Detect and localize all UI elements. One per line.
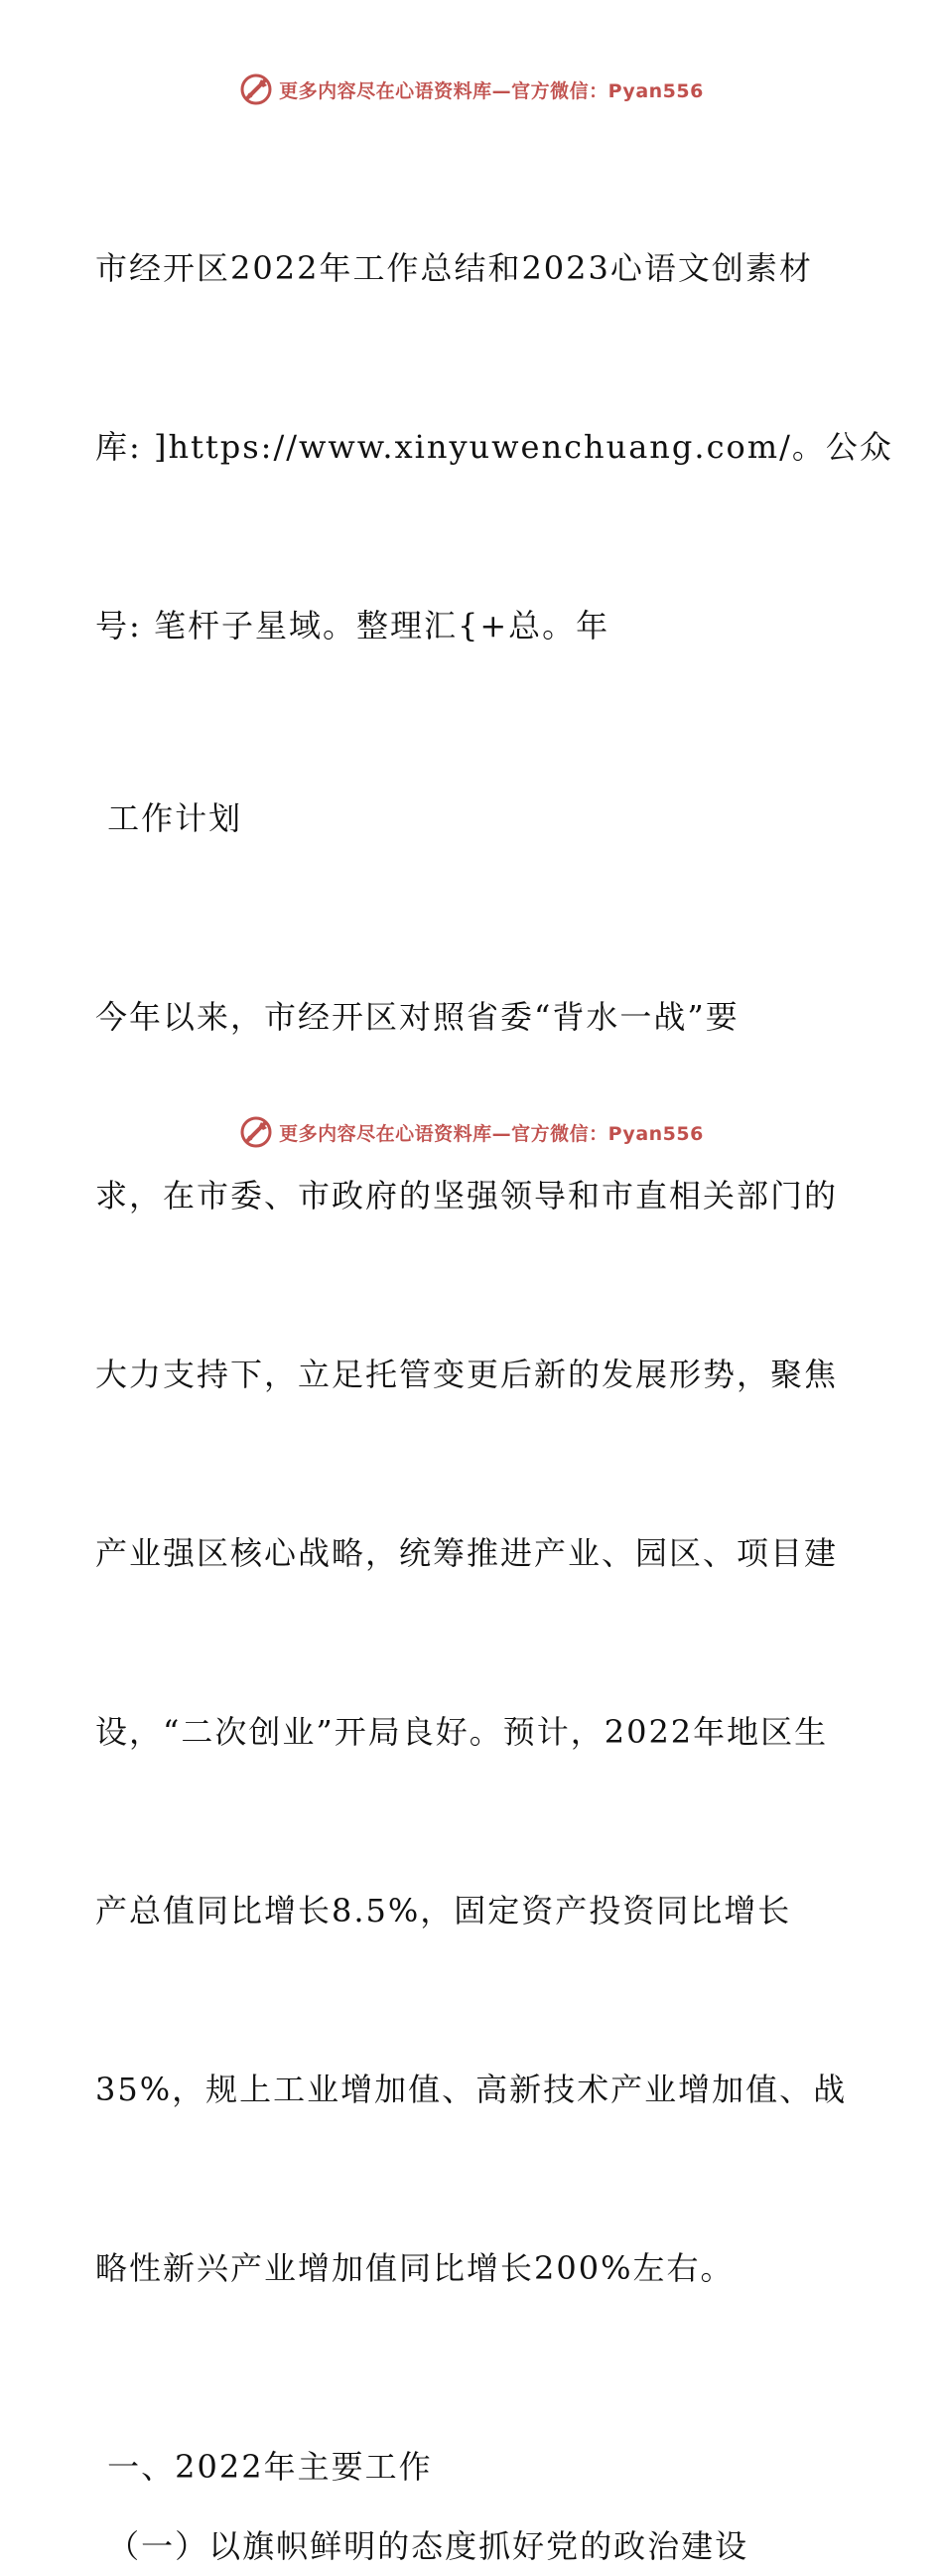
brand-logo-icon xyxy=(239,72,273,106)
banner-text: 更多内容尽在心语资料库—官方微信：Pyan556 xyxy=(279,1122,704,1145)
heading-line: 库: ]https://www.xinyuwenchuang.com/。公众 xyxy=(95,428,893,466)
paragraph-line: 35%，规上工业增加值、高新技术产业增加值、战 xyxy=(95,2071,848,2108)
subsection-title: （一）以旗帜鲜明的态度抓好党的政治建设 xyxy=(95,2527,749,2565)
brand-logo-icon xyxy=(239,1115,273,1149)
header-banner xyxy=(0,70,943,109)
paragraph-line: 产总值同比增长8.5%，固定资产投资同比增长 xyxy=(95,1892,792,1930)
document-body xyxy=(95,119,893,2576)
footer-banner xyxy=(0,1112,943,1152)
banner-text: 更多内容尽在心语资料库—官方微信：Pyan556 xyxy=(279,79,704,102)
section-title: 一、2022年主要工作 xyxy=(95,2448,433,2486)
intro-paragraph xyxy=(95,868,860,2417)
paragraph-line: 求，在市委、市政府的坚强领导和市直相关部门的 xyxy=(95,1177,839,1215)
paragraph-line: 大力支持下，立足托管变更后新的发展形势，聚焦 xyxy=(95,1356,839,1393)
paragraph-line: 略性新兴产业增加值同比增长200%左右。 xyxy=(95,2249,735,2287)
heading-line: 市经开区2022年工作总结和2023心语文创素材 xyxy=(95,249,813,287)
subheading: 工作计划 xyxy=(95,799,243,837)
paragraph-line: 产业强区核心战略，统筹推进产业、园区、项目建 xyxy=(95,1534,839,1572)
paragraph-line: 设，“二次创业”开局良好。预计，2022年地区生 xyxy=(95,1713,829,1751)
paragraph-line: 今年以来，市经开区对照省委“背水一战”要 xyxy=(95,998,740,1036)
heading-line: 号: 笔杆子星域。整理汇{+总。年 xyxy=(95,607,610,644)
document-heading xyxy=(95,119,893,775)
